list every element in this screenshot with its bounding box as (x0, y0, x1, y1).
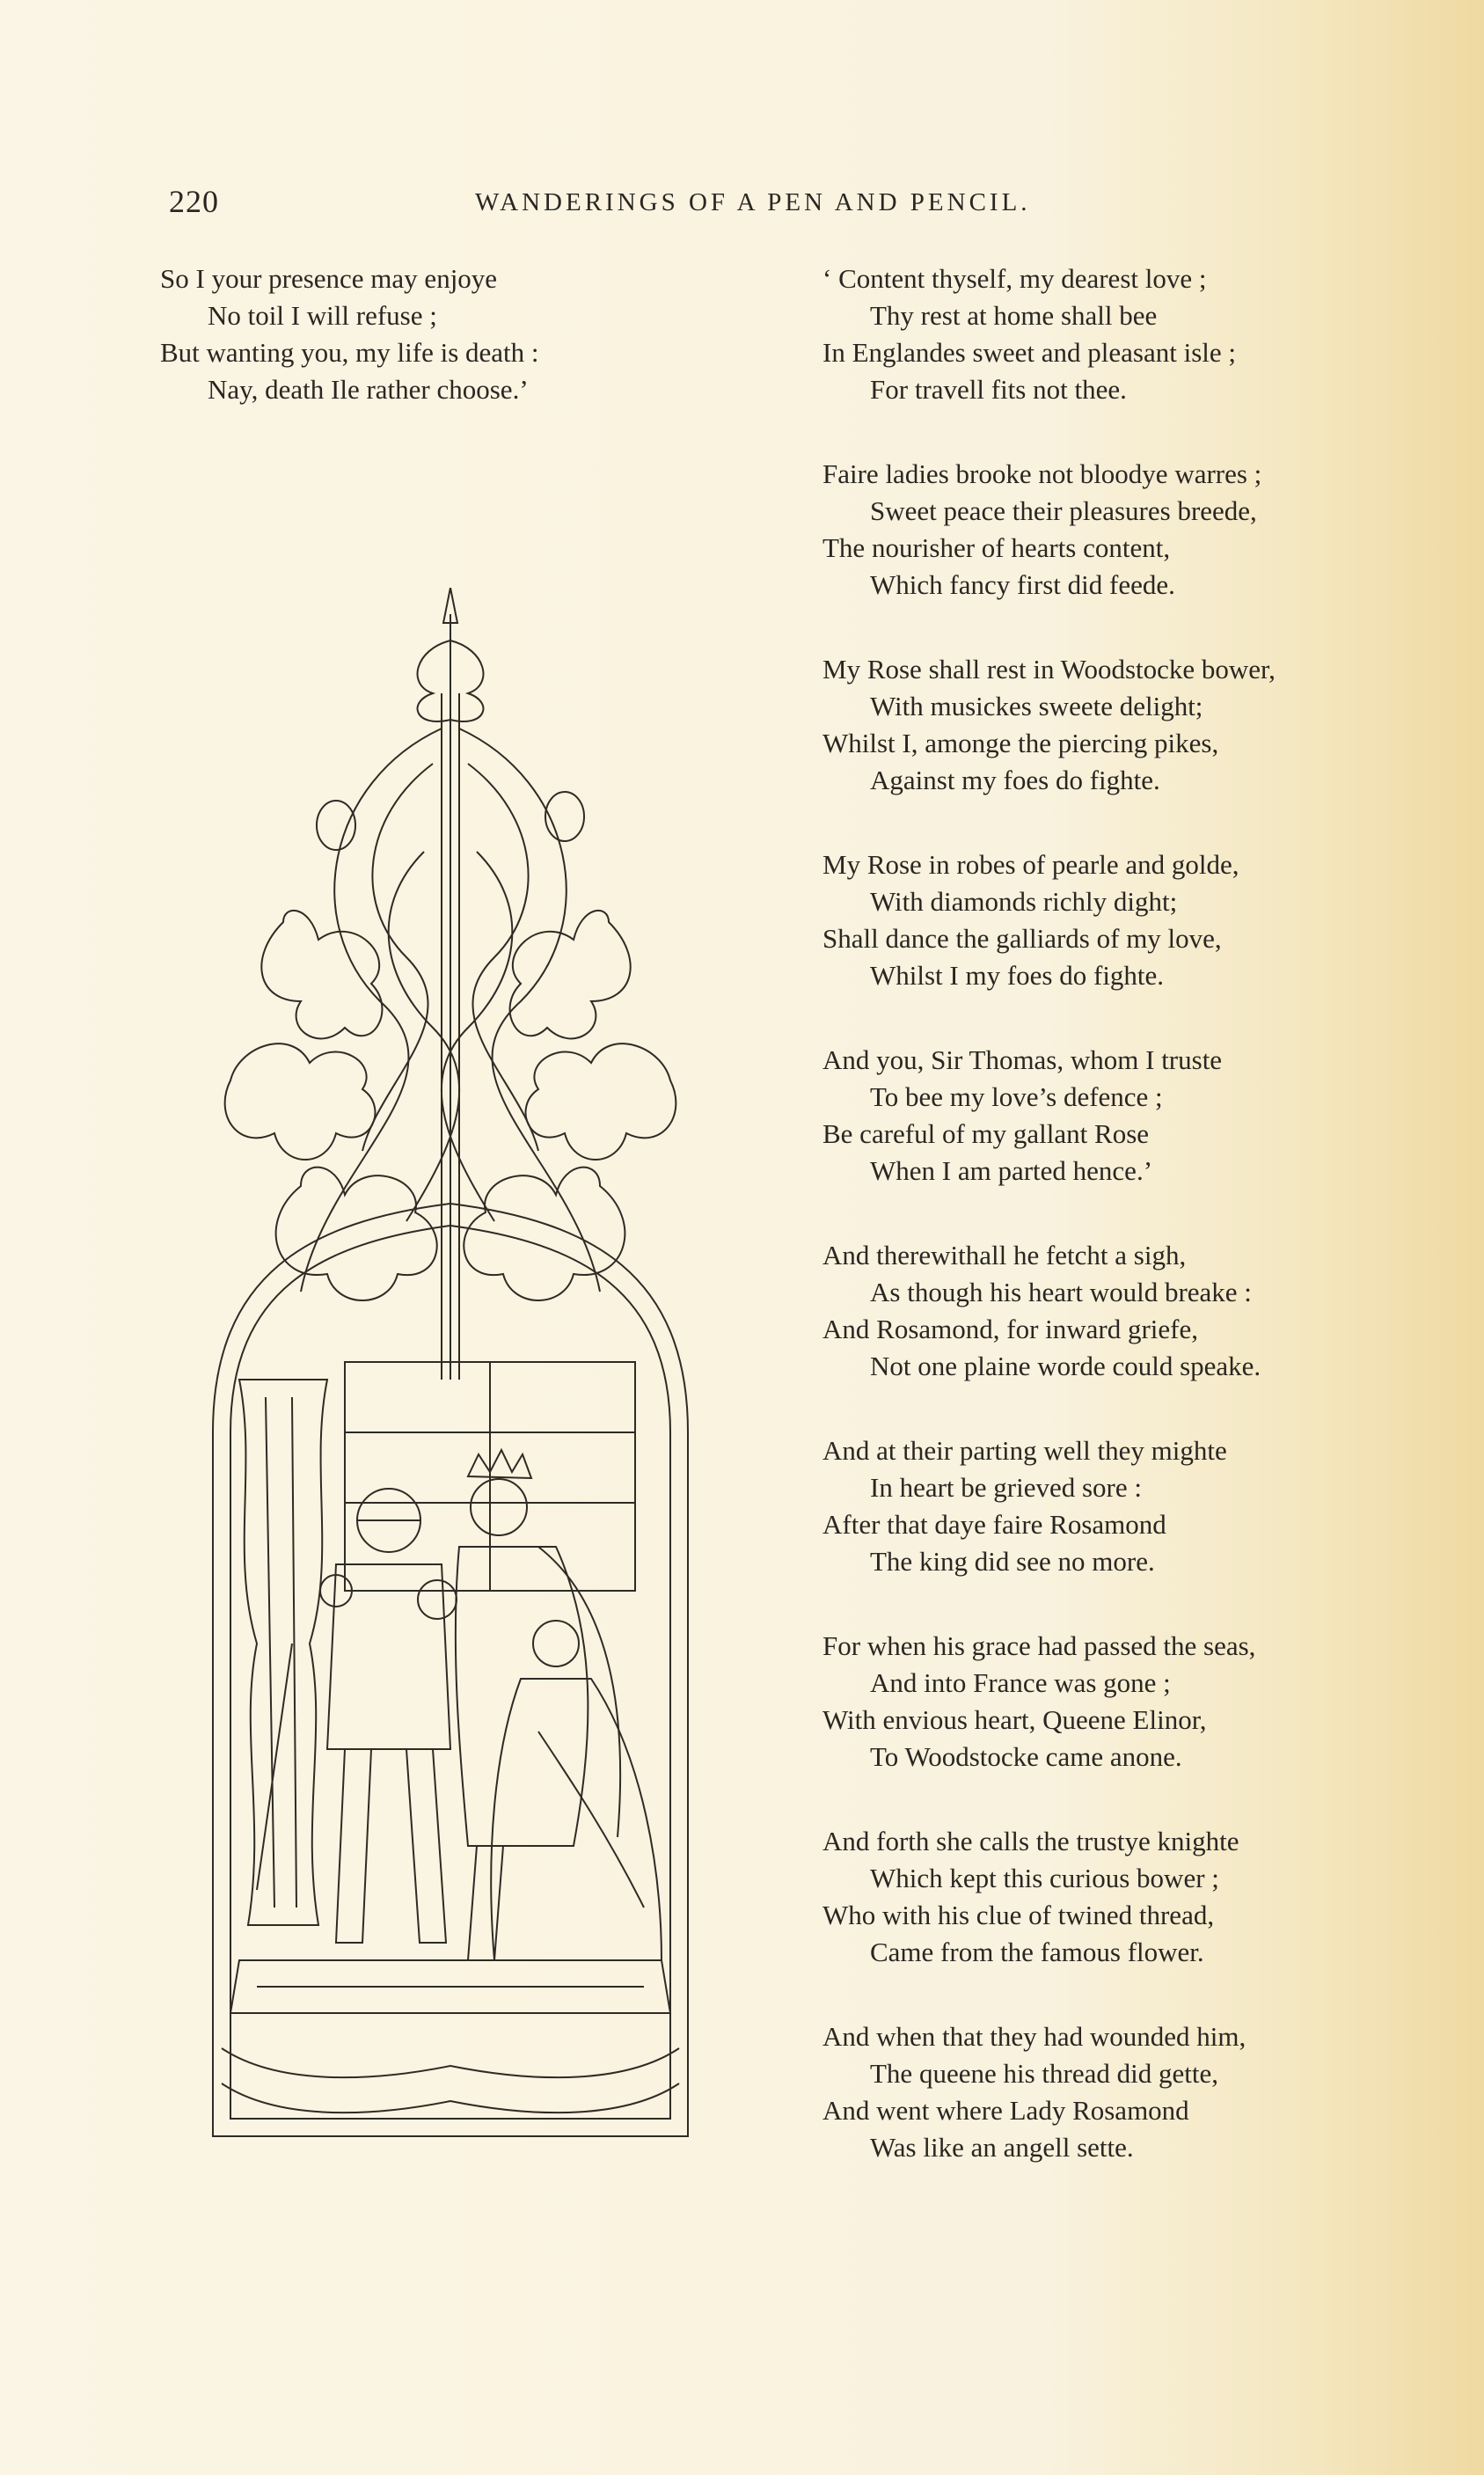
verse-line: To Woodstocke came anone. (870, 1741, 1182, 1772)
verse-line: My Rose in robes of pearle and golde, (822, 849, 1239, 880)
verse-line: Shall dance the galliards of my love, (822, 923, 1222, 954)
verse-line: Not one plaine worde could speake. (870, 1351, 1261, 1381)
verse-line: With diamonds richly dight; (870, 886, 1178, 917)
verse-line: Was like an angell sette. (870, 2132, 1134, 2163)
verse-line: For travell fits not thee. (870, 374, 1127, 405)
verse-line: Which fancy first did feede. (870, 569, 1175, 600)
verse-line: My Rose shall rest in Woodstocke bower, (822, 654, 1276, 685)
verse-line: Thy rest at home shall bee (870, 300, 1158, 331)
left-column (160, 260, 653, 456)
verse-line: But wanting you, my life is death : (160, 337, 539, 368)
verse-line: Sweet peace their pleasures breede, (870, 495, 1257, 526)
running-head: WANDERINGS OF A PEN AND PENCIL. (475, 188, 1031, 216)
verse-line: In Englandes sweet and pleasant isle ; (822, 337, 1237, 368)
verse-line: And into France was gone ; (870, 1667, 1171, 1698)
right-stanza (822, 846, 1438, 994)
verse-line: And at their parting well they mighte (822, 1435, 1227, 1466)
verse-line: And went where Lady Rosamond (822, 2095, 1189, 2126)
verse-line: And when that they had wounded him, (822, 2021, 1246, 2052)
right-stanza (822, 2018, 1438, 2166)
verse-line: After that daye faire Rosamond (822, 1509, 1166, 1540)
verse-line: Who with his clue of twined thread, (822, 1900, 1215, 1930)
engraving-illustration (204, 588, 697, 2154)
verse-line: Whilst I my foes do fighte. (870, 960, 1165, 991)
right-stanza (822, 651, 1438, 799)
right-stanza (822, 260, 1438, 408)
verse-line: So I your presence may enjoye (160, 263, 498, 294)
verse-line: As though his heart would breake : (870, 1277, 1252, 1307)
verse-line: Against my foes do fighte. (870, 765, 1160, 795)
verse-line: With envious heart, Queene Elinor, (822, 1704, 1207, 1735)
verse-line: Came from the famous flower. (870, 1937, 1204, 1967)
verse-line: Whilst I, amonge the piercing pikes, (822, 728, 1219, 758)
page-number: 220 (169, 184, 219, 219)
right-stanza (822, 1628, 1438, 1776)
verse-line: The queene his thread did gette, (870, 2058, 1218, 2089)
verse-line: And Rosamond, for inward griefe, (822, 1314, 1199, 1344)
verse-line: ‘ Content thyself, my dearest love ; (822, 263, 1207, 294)
verse-line: Faire ladies brooke not bloodye warres ; (822, 458, 1262, 489)
right-stanza (822, 1042, 1438, 1190)
right-column (822, 260, 1438, 2214)
left-stanza (160, 260, 653, 408)
verse-line: And forth she calls the trustye knighte (822, 1826, 1239, 1856)
verse-line: No toil I will refuse ; (208, 300, 437, 331)
verse-line: In heart be grieved sore : (870, 1472, 1143, 1503)
verse-line: With musickes sweete delight; (870, 691, 1203, 721)
verse-line: And you, Sir Thomas, whom I truste (822, 1044, 1223, 1075)
right-stanza (822, 456, 1438, 604)
right-stanza (822, 1823, 1438, 1971)
right-stanza (822, 1432, 1438, 1580)
verse-line: For when his grace had passed the seas, (822, 1630, 1256, 1661)
verse-line: Which kept this curious bower ; (870, 1863, 1219, 1893)
right-stanza (822, 1237, 1438, 1385)
verse-line: Nay, death Ile rather choose.’ (208, 374, 529, 405)
verse-line: The king did see no more. (870, 1546, 1155, 1577)
verse-line: And therewithall he fetcht a sigh, (822, 1240, 1187, 1270)
verse-line: Be careful of my gallant Rose (822, 1118, 1150, 1149)
verse-line: When I am parted hence.’ (870, 1155, 1153, 1186)
verse-line: To bee my love’s defence ; (870, 1081, 1163, 1112)
verse-line: The nourisher of hearts content, (822, 532, 1171, 563)
